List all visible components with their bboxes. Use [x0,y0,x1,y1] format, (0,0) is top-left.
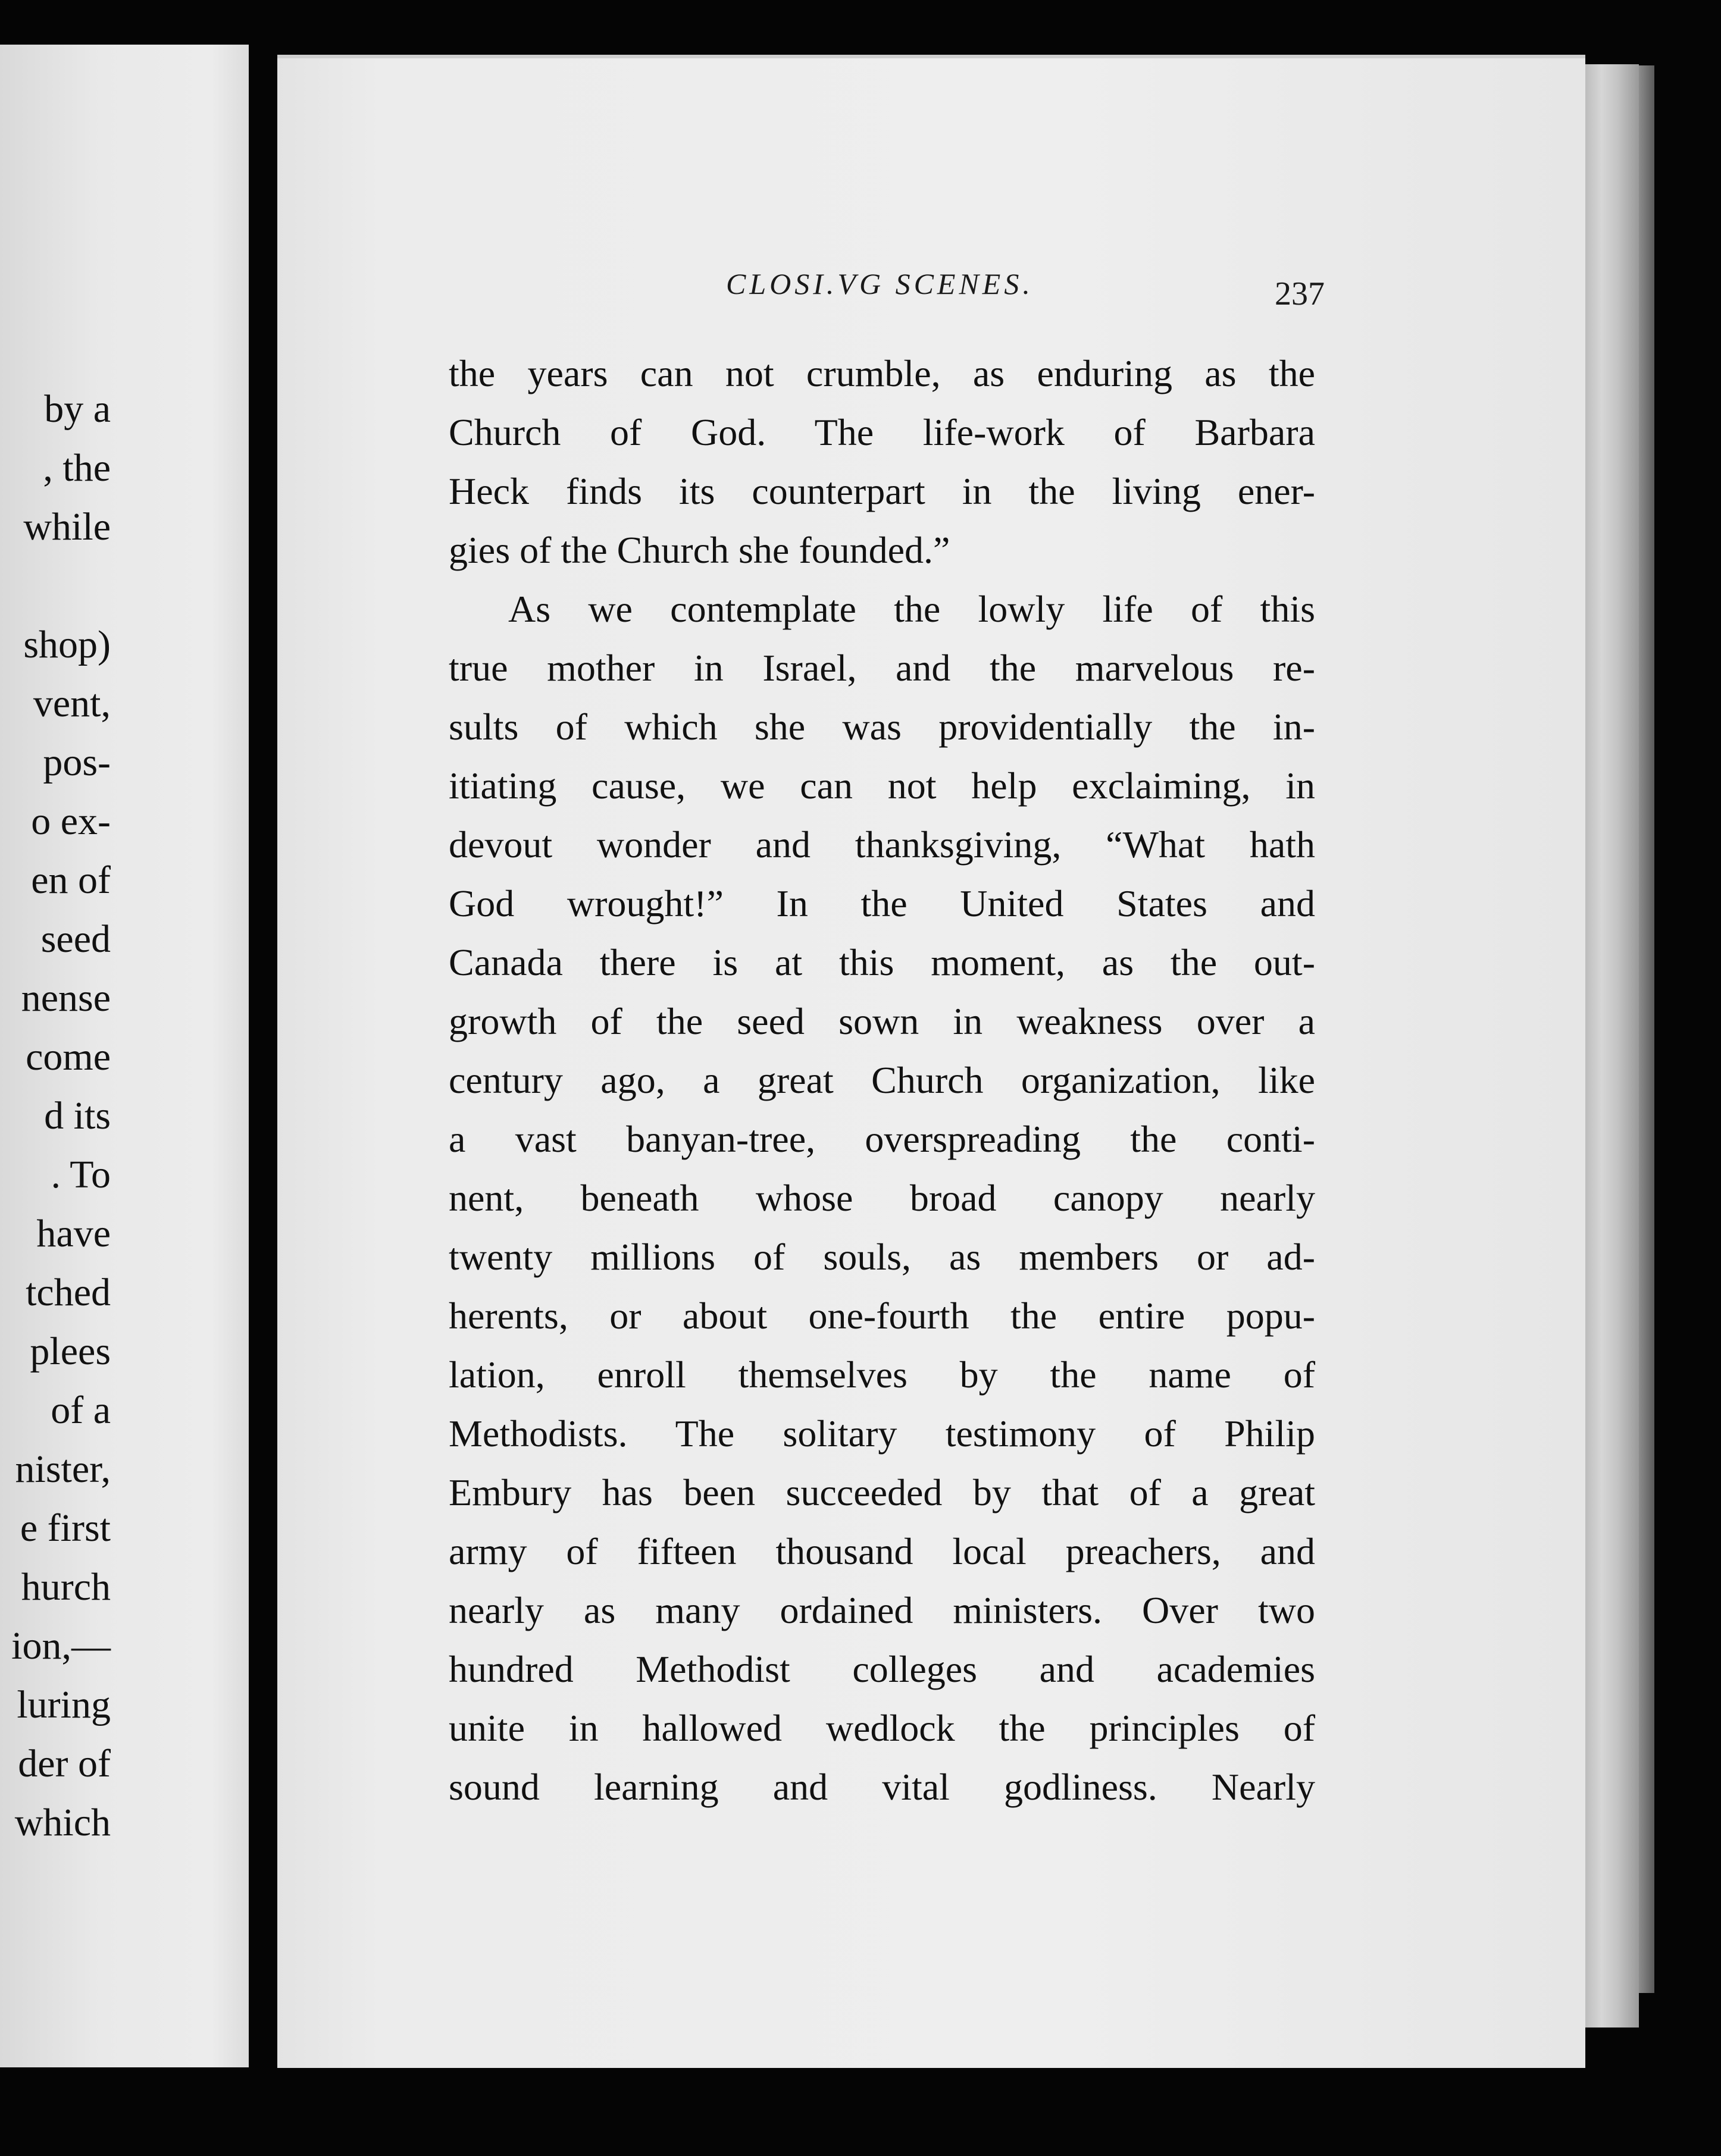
left-page-line: e first [20,1506,111,1550]
text-line: herents, or about one-fourth the entire popu- [449,1295,1315,1337]
text-line: twenty millions of souls, as members or ad- [449,1236,1315,1278]
left-page-line: d its [44,1094,111,1137]
running-head: CLOSI.VG SCENES. [726,267,1034,300]
book-spine-shadow [1639,65,1654,1993]
text-line: army of fifteen thousand local preachers, and [449,1530,1315,1572]
page-number: 237 [1275,275,1325,312]
text-line: Church of God. The life-work of Barbara [449,411,1315,453]
left-page-line: tched [26,1271,111,1314]
left-page-line: plees [30,1330,111,1373]
text-line: nearly as many ordained ministers. Over two [449,1589,1315,1631]
left-page-line: nister, [15,1447,111,1491]
left-page-line: which [14,1801,111,1844]
page-edge [1585,64,1639,2027]
text-line: Canada there is at this moment, as the out- [449,941,1315,983]
text-line: hundred Methodist colleges and academies [449,1648,1315,1690]
left-page-line: der of [18,1742,111,1785]
left-page-line: luring [17,1683,111,1726]
text-line: nent, beneath whose broad canopy nearly [449,1177,1315,1219]
text-line: gies of the Church she founded.” [449,529,950,571]
text-line: true mother in Israel, and the marvelous re- [449,647,1315,689]
text-line: Embury has been succeeded by that of a great [449,1471,1315,1513]
left-page-line: , the [43,446,111,490]
text-line: unite in hallowed wedlock the principles of [449,1707,1315,1749]
text-line: devout wonder and thanksgiving, “What hath [449,823,1315,866]
text-line: sults of which she was providentially the in- [449,706,1315,748]
left-page-line: en of [31,858,111,902]
text-line: itiating cause, we can not help exclaiming, in [449,764,1315,807]
left-page-line: o ex- [31,800,111,843]
left-page-line: by a [44,387,111,431]
text-line: sound learning and vital godliness. Nearly [449,1766,1315,1808]
previous-page-fragment [0,45,249,2067]
left-page-line: have [36,1212,111,1255]
text-line: growth of the seed sown in weakness over a [449,1000,1315,1042]
left-page-line: . To [51,1153,111,1196]
left-page-line: shop) [23,623,111,666]
text-line: Methodists. The solitary testimony of Philip [449,1412,1315,1455]
left-page-line: hurch [21,1565,111,1609]
left-page-line: ion,— [11,1624,111,1668]
left-page-line: while [23,505,111,549]
left-page-line: nense [21,976,111,1020]
left-page-line: seed [40,917,111,961]
text-line: Heck finds its counterpart in the living ener- [449,470,1315,512]
text-line: As we contemplate the lowly life of this [508,588,1315,630]
left-page-line: of a [51,1389,111,1432]
text-line: a vast banyan-tree, overspreading the conti- [449,1118,1315,1160]
left-page-line: pos- [43,741,111,784]
text-line: the years can not crumble, as enduring as the [449,352,1315,394]
text-line: century ago, a great Church organization, like [449,1059,1315,1101]
text-line: God wrought!” In the United States and [449,882,1315,925]
left-page-line: come [26,1035,111,1079]
left-page-line: vent, [33,682,111,725]
text-line: lation, enroll themselves by the name of [449,1353,1315,1396]
